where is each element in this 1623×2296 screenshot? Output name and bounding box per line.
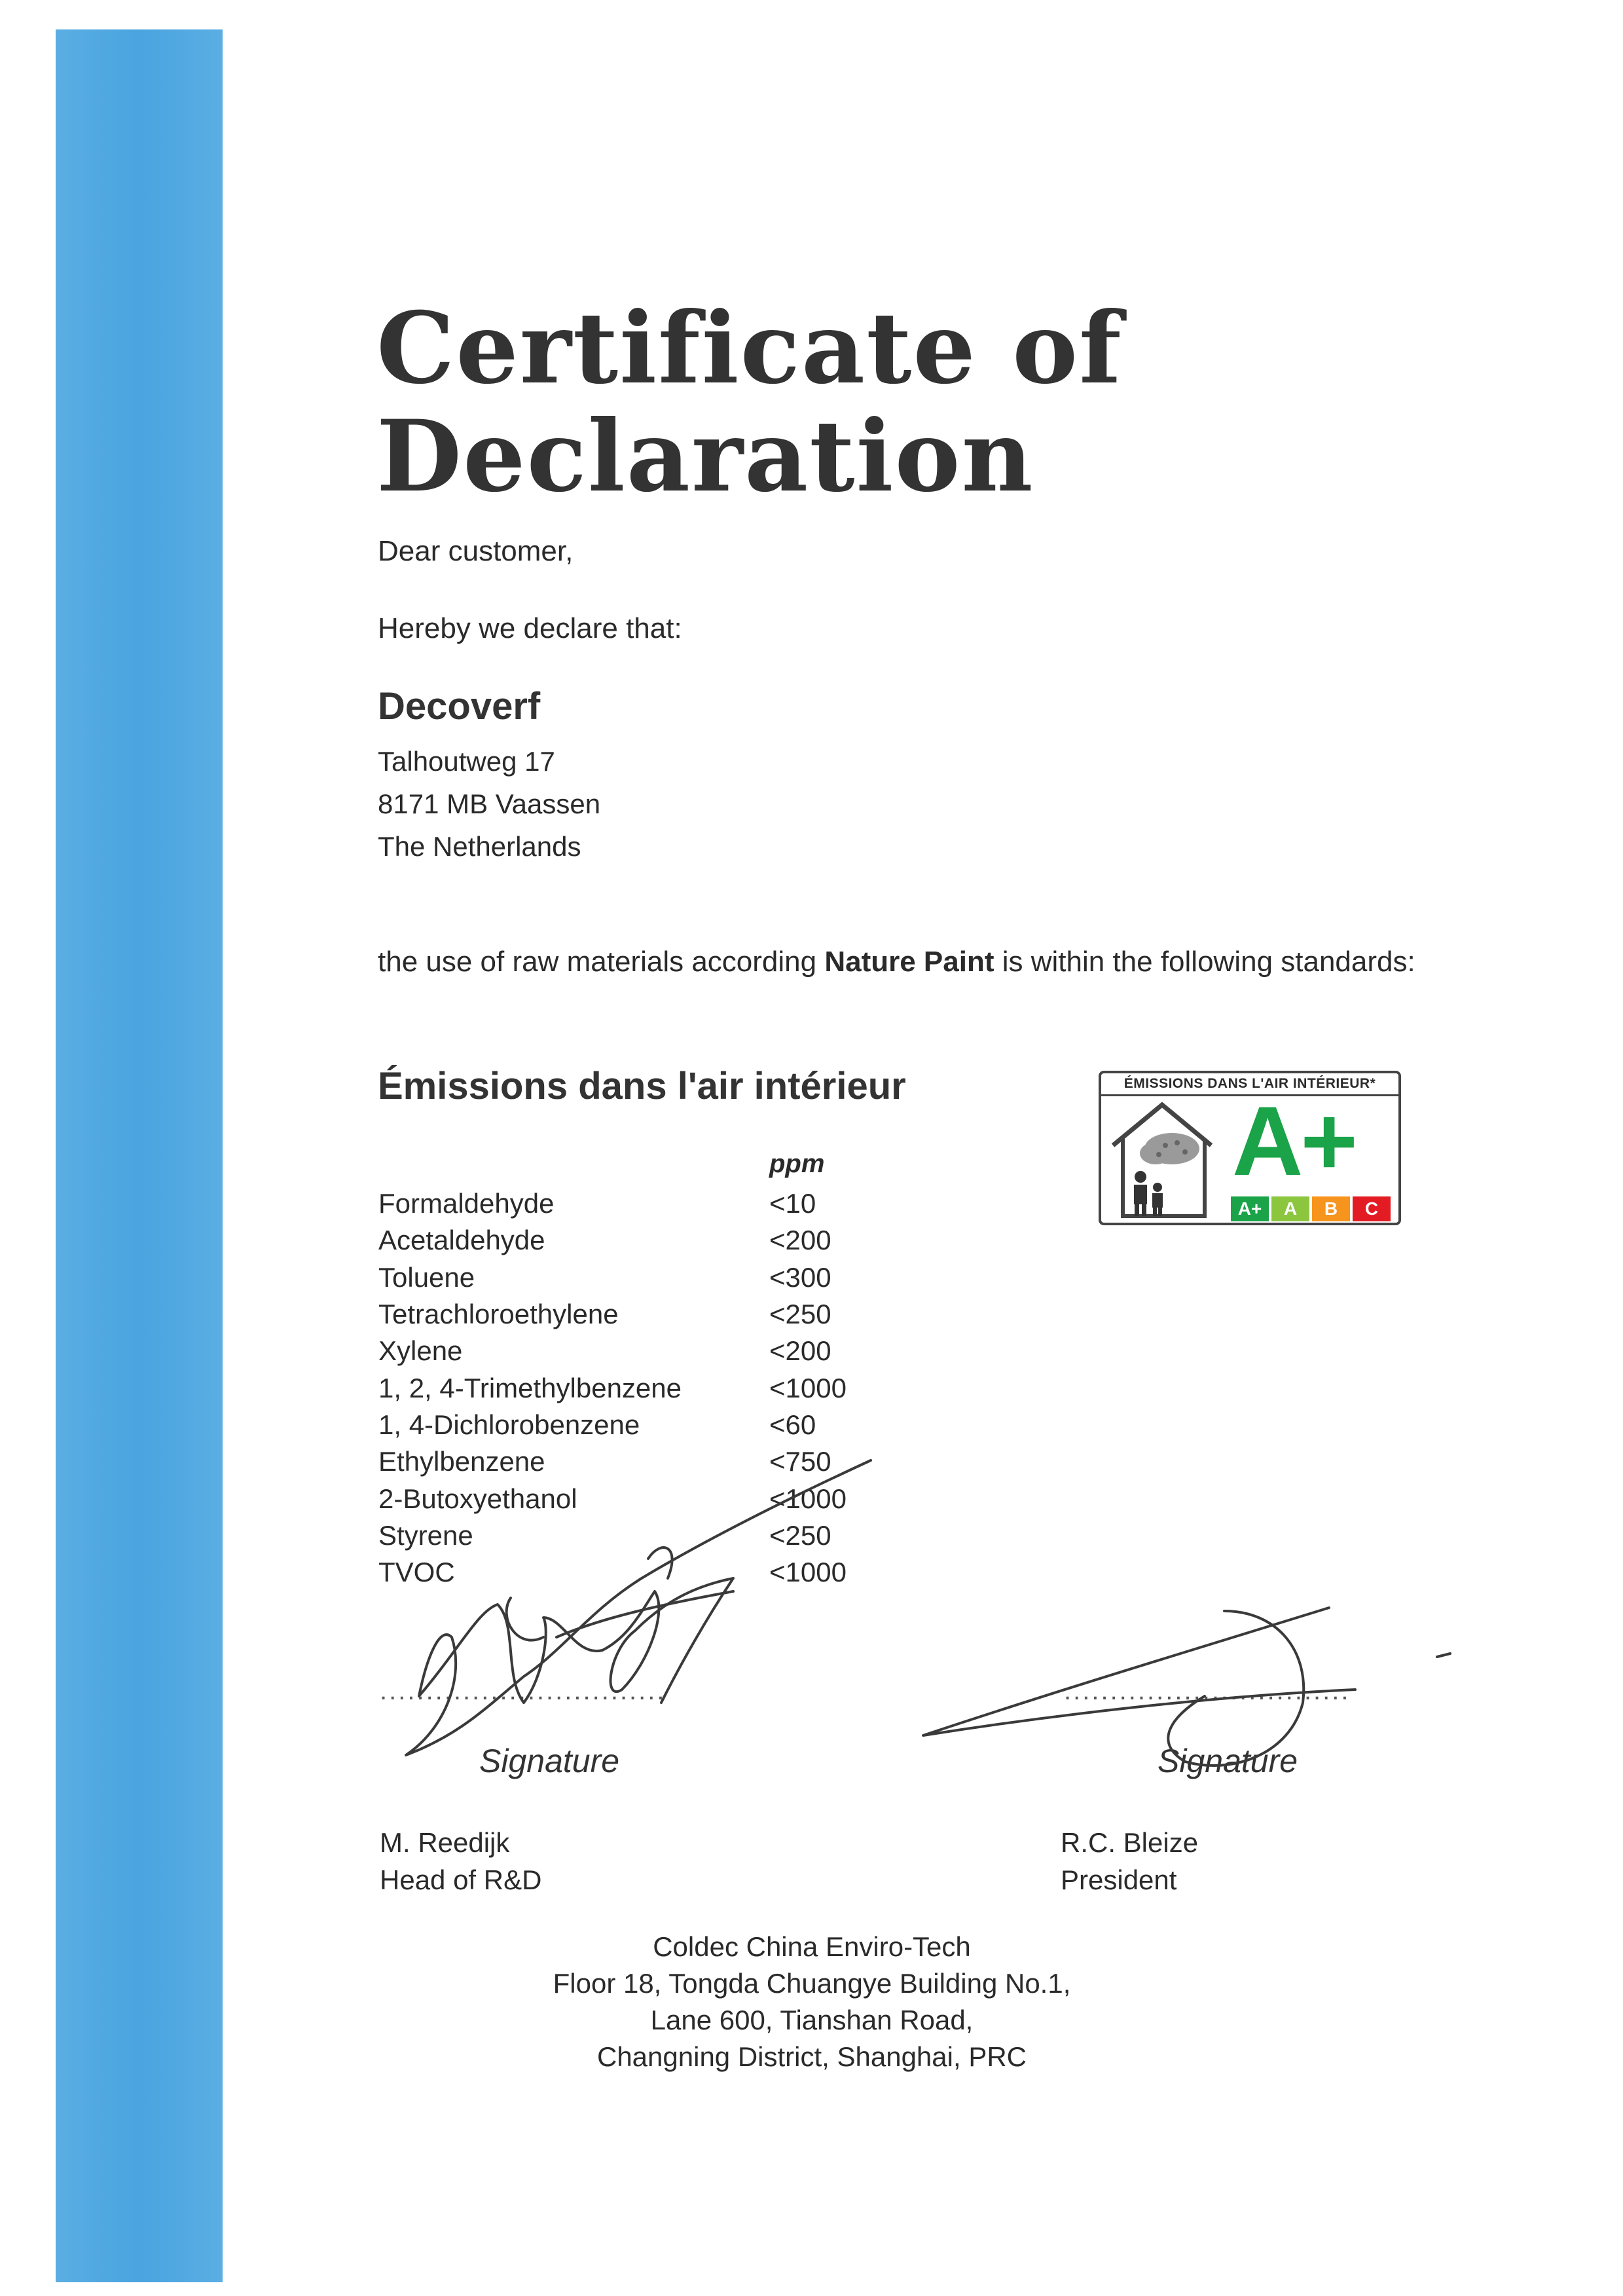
greeting: Dear customer, [378, 535, 574, 567]
compound-name: 1, 4-Dichlorobenzene [378, 1409, 640, 1440]
scale-c: C [1353, 1196, 1391, 1221]
issuer-address [419, 1929, 1205, 2075]
compound-name: Formaldehyde [378, 1188, 555, 1219]
table-row [378, 1185, 900, 1222]
table-row [378, 1554, 900, 1591]
signer-right [1061, 1824, 1198, 1898]
scale-a: A [1271, 1196, 1309, 1221]
compound-value: <750 [769, 1446, 831, 1477]
compound-name: Ethylbenzene [378, 1446, 545, 1477]
compound-value: <10 [769, 1188, 816, 1219]
signer-left [380, 1824, 541, 1898]
badge-title: ÉMISSIONS DANS L'AIR INTÉRIEUR* [1101, 1073, 1398, 1096]
blue-side-bar [56, 29, 223, 2282]
table-row [378, 1259, 900, 1296]
footer-line: Coldec China Enviro-Tech [653, 1931, 971, 1962]
compound-value: <200 [769, 1335, 831, 1367]
statement-paragraph [378, 940, 1425, 984]
footer-line: Floor 18, Tongda Chuangye Building No.1, [553, 1968, 1071, 1999]
signature-line-left: ............................... [380, 1676, 666, 1705]
compound-value: <1000 [769, 1557, 847, 1588]
compound-value: <300 [769, 1261, 831, 1293]
table-row [378, 1443, 900, 1480]
table-row [378, 1407, 900, 1443]
table-row [378, 1480, 900, 1517]
compound-name: TVOC [378, 1557, 455, 1588]
address-line: 8171 MB Vaassen [378, 788, 601, 819]
signer-name: M. Reedijk [380, 1827, 510, 1858]
compound-value: <200 [769, 1225, 831, 1256]
ppm-column-header: ppm [769, 1149, 825, 1178]
compound-value: <60 [769, 1409, 816, 1440]
compound-name: 2-Butoxyethanol [378, 1483, 577, 1514]
signature-line-right: ............................... [1064, 1676, 1351, 1705]
certificate-title: Certificate of Declaration [376, 291, 1123, 514]
company-name: Decoverf [378, 685, 541, 728]
badge-scale [1231, 1196, 1391, 1221]
compound-name: 1, 2, 4-Trimethylbenzene [378, 1372, 682, 1403]
compound-name: Styrene [378, 1519, 473, 1551]
compound-value: <250 [769, 1299, 831, 1330]
compound-value: <250 [769, 1519, 831, 1551]
intro-text: Hereby we declare that: [378, 612, 682, 644]
compound-name: Tetrachloroethylene [378, 1299, 619, 1330]
table-row [378, 1333, 900, 1369]
signature-label-right: Signature [1158, 1743, 1298, 1779]
table-row [378, 1296, 900, 1333]
signer-role: President [1061, 1864, 1177, 1895]
footer-line: Lane 600, Tianshan Road, [650, 2005, 974, 2035]
signer-role: Head of R&D [380, 1864, 542, 1895]
signature-left-underline [556, 1591, 733, 1637]
table-row [378, 1222, 900, 1259]
address-line: The Netherlands [378, 831, 581, 862]
badge-grade: A+ [1232, 1086, 1355, 1196]
signature-label-left: Signature [479, 1743, 620, 1779]
address-line: Talhoutweg 17 [378, 746, 555, 777]
statement-part1: the use of raw materials according [378, 946, 825, 978]
product-name: Nature Paint [824, 946, 994, 978]
scale-b: B [1312, 1196, 1350, 1221]
statement-part2: is within the following standards: [994, 946, 1415, 978]
scale-a-plus: A+ [1231, 1196, 1269, 1221]
compound-name: Xylene [378, 1335, 463, 1367]
table-row [378, 1369, 900, 1406]
compound-name: Acetaldehyde [378, 1225, 545, 1256]
emissions-table [378, 1185, 900, 1591]
signer-name: R.C. Bleize [1061, 1827, 1199, 1858]
compound-value: <1000 [769, 1372, 847, 1403]
company-address [378, 740, 600, 868]
compound-name: Toluene [378, 1261, 475, 1293]
table-row [378, 1517, 900, 1554]
footer-line: Changning District, Shanghai, PRC [596, 2041, 1027, 2072]
compound-value: <1000 [769, 1483, 847, 1514]
emissions-heading: Émissions dans l'air intérieur [378, 1065, 906, 1107]
emissions-label-badge [1099, 1071, 1401, 1225]
house-family-icon [1106, 1100, 1218, 1221]
